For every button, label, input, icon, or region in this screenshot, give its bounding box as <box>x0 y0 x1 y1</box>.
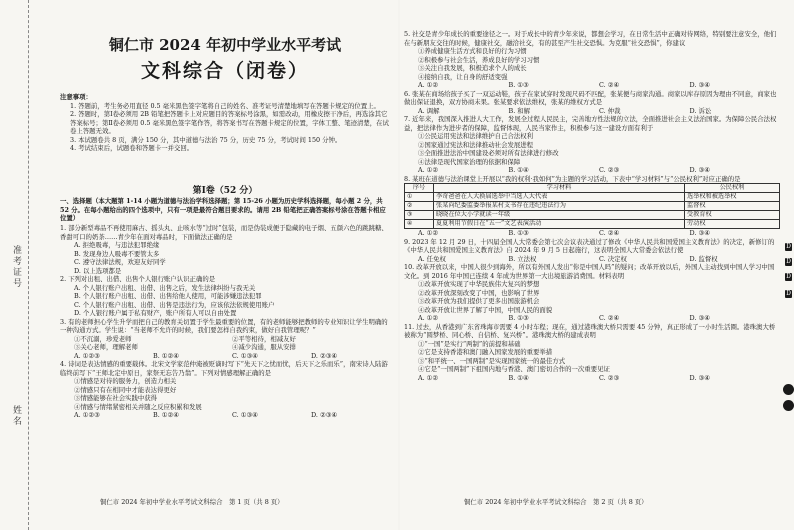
note-item: 1. 答题前，考生务必用直径 0.5 毫米黑色签字笔将自己的姓名、准考证号清楚地填写在答题卡规定的位置上。 <box>70 101 380 110</box>
option: ①情感是对待的服务力，创造力相关 <box>74 377 177 385</box>
question-11 <box>404 323 780 383</box>
option: ④改革开放让世界了解了中国，中国人民的面貌 <box>418 305 553 314</box>
table-cell: ③ <box>405 211 434 220</box>
question-stem: 7. 近年来，我国深入推进人大工作，发展全过程人民民主，完善地方性法规的立法，全面推进社会主义法治国家。为保障公民合法权益，把法律作为进步者的保障，监督体现，人民当家作主，积极参与这一建设方面有利于 <box>404 115 777 132</box>
answer-choice: C. ②④ <box>599 229 620 237</box>
option: ③关注自我发展，积极追求个人的成长 <box>418 64 527 72</box>
note-item: 3. 本试题卷共 8 页，满分 150 分，其中道德与法治 75 分，历史 75 分，考试时间 150 分钟。 <box>70 135 342 144</box>
question-stem: 1. 部分新型毒品不再使用麻古、摇头丸、止咳水等“过时”包装，而是伪装成便于隐藏的电子烟、五颜六色的跳跳糖、香甜可口的奶茶……青少年在面对毒品时，下面做法正确的是 <box>60 224 388 241</box>
right-page <box>400 0 794 530</box>
exam-number-label: 准考证号 <box>11 245 21 289</box>
answer-choice: D. ③④ <box>689 229 710 237</box>
option: ②情感只有在相同中才能表达得更好 <box>74 385 177 394</box>
option: ④它是“一国两制”下祖国内地与香港、澳门密切合作的一次重要见证 <box>418 365 610 373</box>
option: ③全面推进法治中国建设必须对所有法律进行修改 <box>418 149 559 157</box>
option: ④情感与情绪紧密相关并随之反应积累和发展 <box>74 402 202 411</box>
option: ①改革开放实现了中华民族伟大复兴的梦想 <box>418 280 540 288</box>
section-1 <box>60 185 390 223</box>
answer-choice: B. ①④ <box>508 166 529 174</box>
question-3 <box>60 318 390 361</box>
answer-choice: D. ②③④ <box>311 351 338 360</box>
question-9 <box>404 238 780 264</box>
registration-dot <box>783 400 794 411</box>
answer-choice: D. ②③④ <box>311 411 338 419</box>
registration-dot <box>783 384 794 395</box>
option: ①不沉溺，珍爱老师 <box>74 334 132 343</box>
note-item: 2. 答题时，第Ⅰ卷必须用 2B 铅笔把答题卡上对应题目的答案标号涂黑，如需改动，用橡皮擦干净后，再选涂其它答案标号；第Ⅱ卷必须用 0.5 毫米黑色签字笔作答，将答案书写在答题卡规定的位置，字体工整、笔迹清楚，在试卷上答题无效。 <box>70 110 389 135</box>
answer-choice: A. ①② <box>418 373 439 382</box>
option: ③改革开放为我们提供了更多出国旅游机会 <box>418 297 540 305</box>
answer-choice: D. ③④ <box>689 314 710 322</box>
table-row <box>405 220 780 229</box>
option: ②改革开放深刻改变了中国，也影响了世界 <box>418 288 540 297</box>
table-cell: 选举权和被选举权 <box>685 193 780 202</box>
answer-choice: C. ①③④ <box>232 351 258 360</box>
answer-choice: C. ②③ <box>599 166 620 174</box>
table-cell: 监督权 <box>685 202 780 211</box>
option: D. 个人银行账户属于私有财产，账户所有人可以自由处置 <box>74 309 237 317</box>
question-4 <box>60 360 390 420</box>
option: C. 仲裁 <box>599 106 621 115</box>
option: C. 决定权 <box>599 254 627 263</box>
option: ②国家通过宪法和法律推动社会发展进程 <box>418 140 534 149</box>
option: A. 个人银行账户出租、出借、出售之后，发生法律纠纷与我无关 <box>74 283 256 292</box>
table-header: 公民权利 <box>685 184 780 193</box>
right-questions <box>404 30 780 382</box>
edge-mark: D <box>786 273 791 280</box>
answer-choice: C. ①③④ <box>232 411 258 419</box>
table-cell: 晓晓在位大小学就读一年级 <box>434 211 685 220</box>
answer-choice: B. ①③ <box>508 229 529 237</box>
section-intro: 一、选择题（本大题第 1-14 小题为道德与法治学科选择题；第 15-26 小题为历史学科选择题，每小题 2 分，共 52 分。在每小题给出的四个选项中，只有一项是最符合题目要求的。请用 2B 铅笔把正确答案标号涂在答题卡相应位置） <box>60 197 386 222</box>
answer-choice: A. ①② <box>418 166 439 174</box>
answer-choice: A. ①②③ <box>74 411 100 419</box>
answer-choice: C. ②③ <box>599 373 620 382</box>
answer-choice: B. ①④ <box>508 373 529 382</box>
rights-table <box>404 183 780 229</box>
exam-subtitle: 文科综合（闭卷） <box>140 60 309 82</box>
table-row <box>405 193 780 202</box>
table-cell: 受教育权 <box>685 211 780 220</box>
option: ③关心老师，理解老师 <box>74 343 138 351</box>
option: D. 以上选项都是 <box>74 266 122 275</box>
answer-choice: D. ③④ <box>689 166 710 174</box>
option: B. 发现身边人吸毒不要管太多 <box>74 249 160 258</box>
table-cell: 夏夏利用节假日在“五一”文艺表演活动 <box>434 220 685 229</box>
answer-choice: A. ①②③ <box>74 351 100 360</box>
note-item: 4. 考试结束后，试题卷和答题卡一并交回。 <box>70 144 194 152</box>
table-cell: 张某向纪委监委举报某村支书存在违纪违法行为 <box>434 202 685 211</box>
question-stem: 4. 诗词是表达情感的重要载体。北宋文学家范仲淹被贬谪时写下“先天下之忧而忧，后天下之乐而乐”，南宋诗人陆游临终前写下“王师北定中原日，家祭无忘告乃翁”。下列对情感理解正确的是 <box>60 360 388 377</box>
question-stem: 11. 过去，从香港到广东省珠海市需要 4 小时车程；现在，通过港珠澳大桥只需要 45 分钟，真正形成了一小时生活圈。港珠澳大桥被称为“圆梦桥、同心桥、自信桥、复兴桥”。港珠澳大桥的建成表明 <box>404 322 776 339</box>
option: A. 调解 <box>418 106 440 115</box>
question-1 <box>60 224 390 275</box>
answer-choice: B. ①②④ <box>153 411 179 419</box>
option: B. 立法权 <box>508 254 537 263</box>
table-header: 序号 <box>405 184 434 193</box>
option: ④减少沟通，服从安排 <box>232 343 296 351</box>
question-10 <box>404 263 780 323</box>
option: C. 个人银行账户出租、出借、出售是违法行为，应该依法依规使用账户 <box>74 300 275 309</box>
answer-choice: A. ①② <box>418 81 439 89</box>
question-5 <box>404 30 780 90</box>
option: A. 任免权 <box>418 254 446 263</box>
option: D. 诉讼 <box>689 106 712 115</box>
table-cell: 劳动权 <box>685 220 780 229</box>
option: ③“和平统一、一国两制”是实现国家统一的最佳方式 <box>418 356 566 365</box>
option: ④法律是现代国家治理的依据和保障 <box>418 157 521 166</box>
name-label: 姓名 <box>11 405 21 427</box>
table-cell: ① <box>405 193 434 202</box>
table-cell: ② <box>405 202 434 211</box>
notes <box>60 93 390 153</box>
exam-title: 铜仁市 2024 年初中学业水平考试 <box>108 36 342 54</box>
option: A. 拒绝吸毒，与违法犯罪绝缘 <box>74 241 160 249</box>
table-cell: 李奇爸爸在人大换届选举中当选人大代表 <box>434 193 685 202</box>
question-8 <box>404 175 780 238</box>
answer-choice: C. ②④ <box>599 81 620 89</box>
left-questions <box>60 224 390 420</box>
answer-choice: D. ③④ <box>689 373 710 382</box>
question-stem: 8. 某班在道德与法治课堂上开展以“我的权利·我如何”为主题的学习活动，下表中“学习材料”与“公民权利”对应正确的是 <box>404 174 741 183</box>
table-cell: ④ <box>405 220 434 229</box>
option: ②积极参与社会生活，养成良好的学习习惯 <box>418 55 540 64</box>
edge-mark: D <box>786 258 791 265</box>
question-stem: 6. 张某在商场给孩子买了一双运动鞋，孩子在家试穿时发现尺码不匹配，张某便与商家沟通。商家以库存原因为理由不同意，商家也做出保证退换，双方协商未果。张某要求依法维权，张某的维权方式是 <box>404 89 777 106</box>
table-row <box>405 211 780 220</box>
table-header: 学习材料 <box>434 184 685 193</box>
answer-choice: C. ②④ <box>599 314 620 322</box>
table-row <box>405 202 780 211</box>
option: ①养成健康生活方式和良好的行为习惯 <box>418 47 527 55</box>
answer-choice: A. ①② <box>418 229 439 237</box>
option: ③情感能够在社会实践中获得 <box>74 394 158 402</box>
edge-mark: D <box>786 290 791 297</box>
page-footer-left: 铜仁市 2024 年初中学业水平考试文科综合 第 1 页（共 8 页） <box>100 498 284 506</box>
option: B. 和解 <box>508 106 531 115</box>
answer-choice: B. ①③ <box>508 81 529 89</box>
option: ①“一国”是实行“两制”的前提和基础 <box>418 339 521 348</box>
binding-gutter <box>0 0 58 530</box>
option: B. 个人银行账户出租、出借、出售给他人使用，可能涉嫌违法犯罪 <box>74 292 262 300</box>
option: D. 监督权 <box>689 254 718 263</box>
answer-choice: B. ①③ <box>508 314 529 322</box>
question-stem: 2. 下列对出租、出借、出售个人银行账户认识正确的是 <box>60 275 216 283</box>
question-2 <box>60 275 390 318</box>
question-stem: 10. 改革开放以来，中国人很少到海外，所以有外国人发出“你是中国人吗”的疑问；改革开放以后，外国人主动找到中国人学习中国文化。到 2016 年中国已连续 4 年成为世界第一大出境旅游消费国。材料表明 <box>404 263 775 280</box>
option: ②平等相待，相减友好 <box>232 334 296 343</box>
question-7 <box>404 115 780 175</box>
section-heading: 第Ⅰ卷（52 分） <box>192 186 258 196</box>
cut-line <box>28 0 29 530</box>
page-footer-right: 铜仁市 2024 年初中学业水平考试文科综合 第 2 页（共 8 页） <box>464 498 648 506</box>
notes-heading: 注意事项： <box>60 93 92 101</box>
option: ④接纳自我，让自身的舒适变强 <box>418 72 508 81</box>
option: C. 遵守法律法规，欢迎友好同学 <box>74 258 166 266</box>
question-stem: 9. 2023 年 12 月 29 日，十四届全国人大常委会第七次会议表决通过了修改《中华人民共和国爱国主义教育法》的决定，新修订的《中华人民共和国爱国主义教育法》自 2024 年 9 月 5 日起施行，这表明全国人大常委会依法行使 <box>404 237 775 254</box>
option: ②它是支持香港和澳门融入国家发展的重要举措 <box>418 348 553 356</box>
question-stem: 5. 社交是青少年成长的重要途径之一。对于成长中的青少年来说，都想会学习，在日常生活中正确对待网络，特别要注意安全，他们在与新朋友交往的时候，健康社交，融洽社交，有的甚至产生社交恐惧。为克服“社交恐惧”，你建议 <box>404 30 777 47</box>
question-stem: 3. 有的老师担心学生升学而把自己的教育关切置于学生最重要的位置，有的老师能够把教师的专业知识让学生明确的一种沟通方式。学生说：“当老师不允许的时候，我们要怎样自我约束，做好自我管理呢？” <box>60 317 388 334</box>
option: ①公民运用宪法和法律维护自己合法权利 <box>418 132 534 140</box>
answer-choice: B. ①②④ <box>153 351 179 360</box>
edge-mark: D <box>786 243 791 250</box>
answer-choice: D. ③④ <box>689 81 710 89</box>
question-6 <box>404 90 780 116</box>
answer-choice: A. ①② <box>418 314 439 322</box>
